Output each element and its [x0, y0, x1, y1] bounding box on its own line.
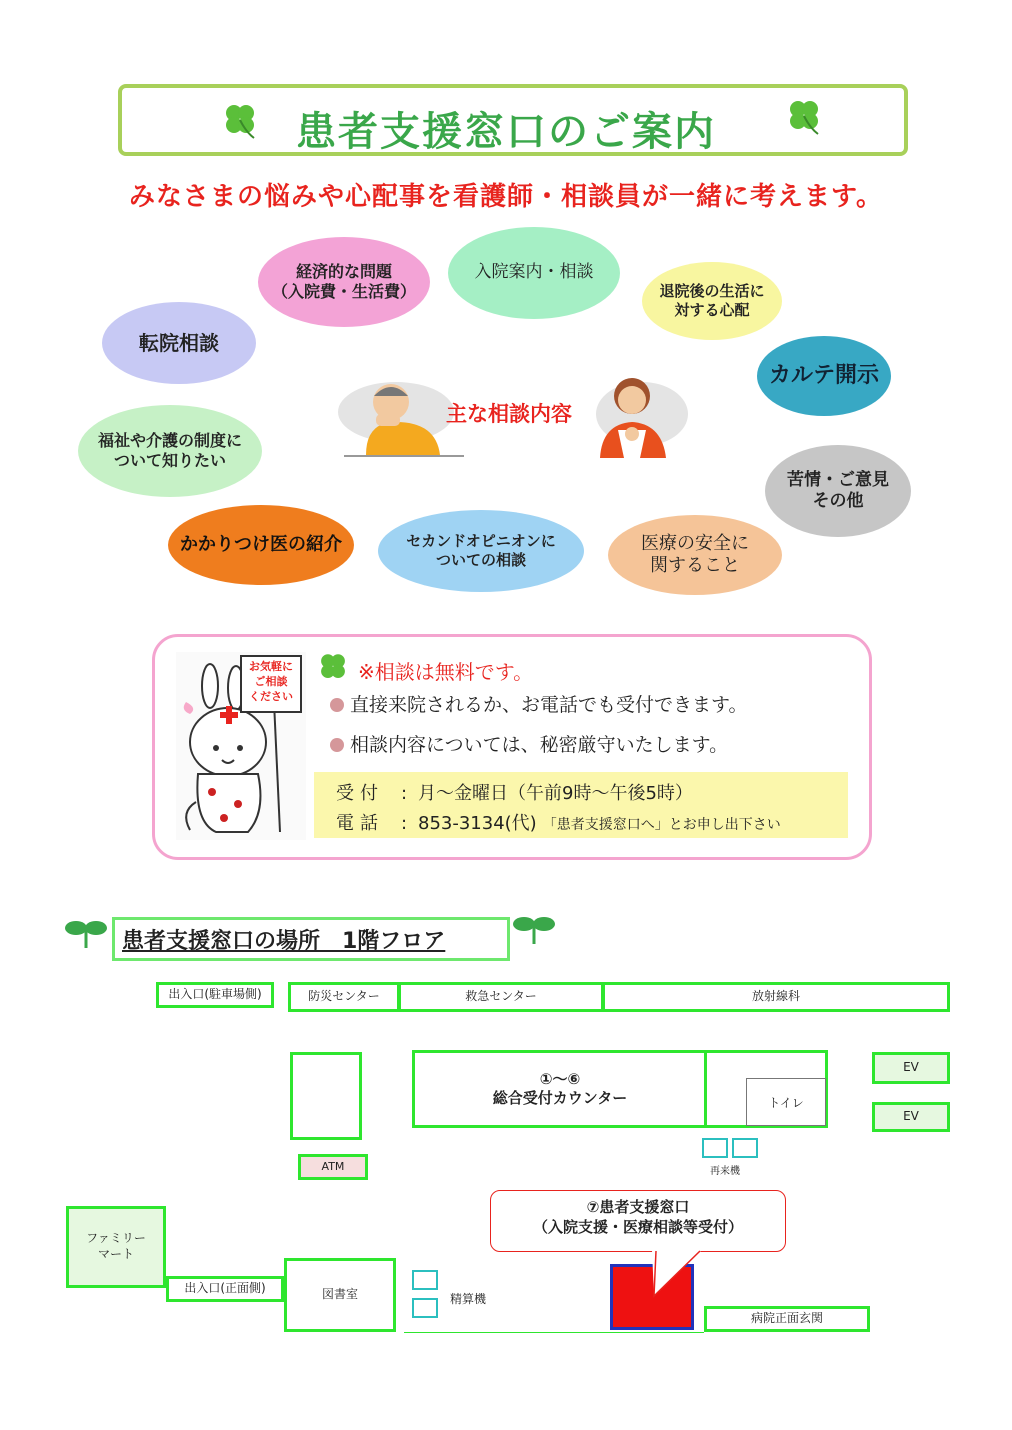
- sign-line: お気軽に: [249, 660, 293, 673]
- room-kyukyu: [398, 982, 604, 1012]
- counter-number: ①～⑥: [539, 1069, 581, 1088]
- bubble-line: かかりつけ医の紹介: [180, 533, 342, 555]
- bullet-icon: [330, 698, 344, 712]
- bubble-line: 関すること: [650, 555, 740, 576]
- clover-icon: [316, 650, 350, 684]
- room-library: [284, 1258, 396, 1332]
- main-consultation-label: 主な相談内容: [446, 402, 572, 426]
- bubble-medical-safety: [608, 515, 782, 595]
- bubble-line: 対する心配: [674, 301, 750, 319]
- room-atm: [298, 1154, 368, 1180]
- room-family-mart: [66, 1206, 166, 1288]
- bubble-discharge: [642, 262, 782, 340]
- info-line-privacy: [330, 730, 728, 757]
- sprout-icon: [512, 914, 556, 944]
- room-label: トイレ: [768, 1095, 804, 1110]
- phone-label: 電話: [336, 813, 384, 834]
- bubble-line: ついて知りたい: [113, 451, 226, 470]
- room-label: 救急センター: [465, 989, 537, 1004]
- reception-hours: [336, 779, 693, 805]
- room-counter: [412, 1050, 708, 1128]
- bullet-icon: [330, 738, 344, 752]
- machine-box: [412, 1298, 438, 1318]
- bubble-line: ついての相談: [435, 551, 526, 569]
- bubble-line: 転院相談: [139, 330, 219, 355]
- mascot-sign: [240, 655, 302, 713]
- sprout-icon: [64, 918, 108, 948]
- bubble-line: 退院後の生活に: [659, 282, 765, 301]
- info-line-phone: [330, 690, 747, 717]
- info-line-text: 直接来院されるか、お電話でも受付できます。: [350, 694, 748, 716]
- bubble-line: 福祉や介護の制度に: [97, 431, 242, 450]
- clover-icon: [784, 96, 824, 136]
- room-unlabeled: [290, 1052, 362, 1140]
- worried-woman-illustration: [590, 368, 690, 460]
- room-label: EV: [903, 1060, 919, 1075]
- bubble-transfer: [102, 302, 256, 384]
- page-title: 患者支援窓口のご案内: [296, 109, 716, 155]
- room-bousai: [288, 982, 400, 1012]
- bubble-line: （入院費・生活費）: [271, 282, 416, 301]
- bubble-line: セカンドオピニオンに: [406, 532, 556, 551]
- bubble-complaints: [765, 445, 911, 537]
- bubble-line: 苦情・ご意見: [787, 469, 889, 490]
- elevator-2: [872, 1102, 950, 1132]
- bubble-welfare: [78, 405, 262, 497]
- elevator-1: [872, 1052, 950, 1084]
- bubble-line: 医療の安全に: [641, 532, 749, 554]
- seisanki-label: 精算機: [450, 1292, 487, 1306]
- machine-box: [412, 1270, 438, 1290]
- saikki-label: 再来機: [710, 1166, 740, 1177]
- callout-line: ⑦患者支援窓口: [586, 1198, 690, 1216]
- machine-box: [732, 1138, 758, 1158]
- room-label: 病院正面玄関: [750, 1311, 823, 1326]
- room-label: EV: [903, 1109, 919, 1124]
- room-label: ATM: [321, 1159, 345, 1173]
- bubble-line: カルテ開示: [768, 363, 879, 389]
- sign-line: ご相談: [254, 674, 288, 688]
- subtitle: みなさまの悩みや心配事を看護師・相談員が一緒に考えます。: [129, 182, 883, 212]
- bubble-family-doctor: [168, 505, 354, 585]
- bubble-line: 経済的な問題: [295, 262, 392, 281]
- free-consultation-text: ※相談は無料です。: [358, 660, 534, 684]
- callout-pointer: [640, 1250, 720, 1300]
- room-genkan: [704, 1306, 870, 1332]
- bubble-records: [757, 336, 891, 416]
- phone-number[interactable]: 853-3134(代): [418, 813, 537, 834]
- callout-line: （入院支援・医療相談等受付）: [532, 1218, 743, 1237]
- reception-value: 月～金曜日（午前9時～午後5時）: [418, 783, 693, 804]
- room-label: 放射線科: [751, 989, 800, 1004]
- room-label: 図書室: [321, 1287, 358, 1302]
- bubble-line: その他: [812, 491, 864, 511]
- support-window-callout: [490, 1190, 786, 1252]
- phone-info: [336, 809, 781, 835]
- room-toilet: [746, 1078, 826, 1126]
- map-title: 患者支援窓口の場所 1階フロア: [122, 929, 446, 954]
- room-label: 出入口(正面側): [184, 1281, 266, 1296]
- info-line-text: 相談内容については、秘密厳守いたします。: [350, 734, 729, 756]
- machine-box: [702, 1138, 728, 1158]
- colon: :: [400, 783, 408, 804]
- phone-note: 「患者支援窓口へ」とお申し出下さい: [542, 817, 781, 833]
- sign-line: ください: [249, 689, 293, 703]
- room-label: 総合受付カウンター: [492, 1089, 628, 1107]
- reception-label: 受付: [336, 783, 384, 804]
- room-label: ファミリー: [86, 1231, 146, 1246]
- room-entrance-front: [166, 1276, 284, 1302]
- bubble-economic: [258, 237, 430, 327]
- floor-line: [404, 1332, 704, 1333]
- room-label: 出入口(駐車場側): [168, 987, 262, 1002]
- bubble-admission: [448, 227, 620, 319]
- bubble-second-opinion: [378, 510, 584, 592]
- room-label: 防災センター: [308, 989, 380, 1004]
- room-entrance-parking: [156, 982, 274, 1008]
- room-label: マート: [97, 1247, 134, 1261]
- bubble-line: 入院案内・相談: [474, 262, 594, 283]
- room-houshasen: [602, 982, 950, 1012]
- colon: :: [400, 813, 408, 834]
